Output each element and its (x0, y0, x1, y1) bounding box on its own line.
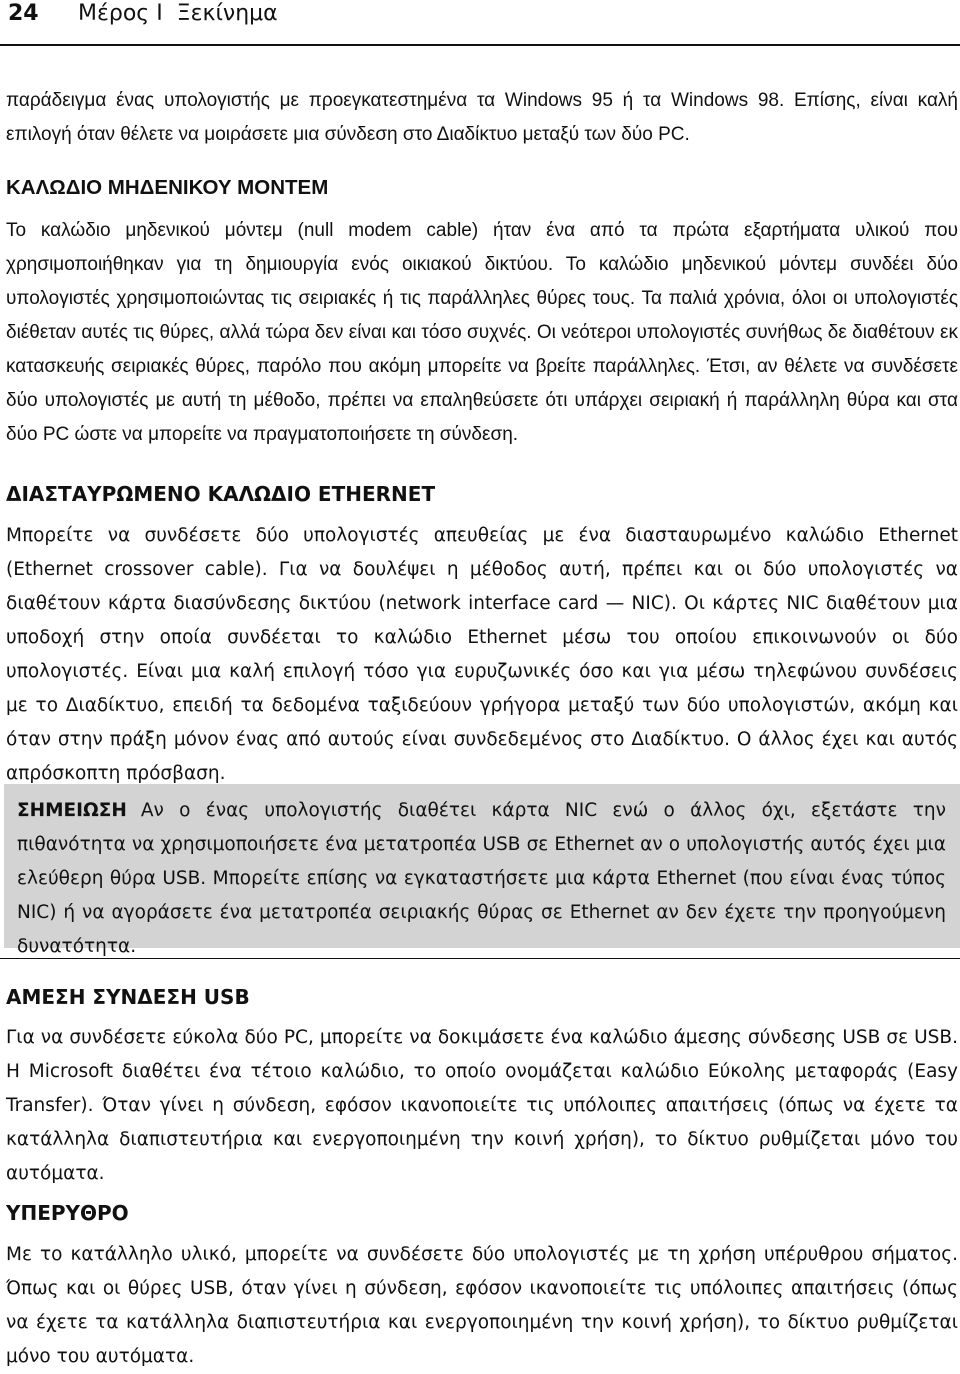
note-paragraph (17, 794, 946, 964)
chapter-label: Ξεκίνημα (176, 1, 278, 26)
crossover-paragraph: Μπορείτε να συνδέσετε δύο υπολογιστές απευθείας με ένα διασταυρωμένο καλώδιο Ethernet (Ethernet crossover cable). Για να δουλέψει η μέθοδος αυτή, πρέπει και οι δύο υπολογιστές να διαθέτουν κάρτα διασύνδεσης δικτύου (network interface card — NIC). Οι κάρτες NIC διαθέτουν μια υποδοχή στην οποία συνδέεται το καλώδιο Ethernet μέσω του οποίου επικοινωνούν οι δύο υπολογιστές. Είναι μια καλή επιλογή τόσο για ευρυζωνικές όσο και για μέσω τηλεφώνου συνδέσεις με το Διαδίκτυο, επειδή τα δεδομένα ταξιδεύουν γρήγορα μεταξύ των δύο υπολογιστών, ακόμη και όταν στην πράξη μόνον ένας από αυτούς είναι συνδεδεμένος στο Διαδίκτυο. Ο άλλος έχει και αυτός απρόσκοπτη πρόσβαση. (6, 525, 958, 784)
infrared-heading: ΥΠΕΡΥΘΡΟ (6, 1201, 129, 1225)
null-modem-heading: ΚΑΛΩΔΙΟ ΜΗΔΕΝΙΚΟΥ ΜΟΝΤΕΜ (6, 176, 329, 199)
null-modem-paragraph: Το καλώδιο μηδενικού μόντεμ (null modem cable) ήταν ένα από τα πρώτα εξαρτήματα υλικού που χρησιμοποιήθηκαν για τη δημιουργία ενός οικιακού δικτύου. Το καλώδιο μηδενικού μόντεμ συνδέει δύο υπολογιστές χρησιμοποιώντας τις σειριακές ή τις παράλληλες θύρες τους. Τα παλιά χρόνια, όλοι οι υπολογιστές διέθεταν αυτές τις θύρες, αλλά τώρα δεν είναι και τόσο συχνές. Οι νεότεροι υπολογιστές συνήθως δε διαθέτουν εκ κατασκευής σειριακές θύρες, παρόλο που ακόμη μπορείτε να βρείτε παράλληλες. Έτσι, αν θέλετε να συνδέσετε δύο υπολογιστές με αυτή τη μέθοδο, πρέπει να επαληθεύσετε ότι υπάρχει σειριακή ή παράλληλη θύρα και στα δύο PC ώστε να μπορείτε να πραγματοποιήσετε τη σύνδεση. (6, 220, 958, 445)
note-box (4, 784, 960, 957)
note-text: Αν ο ένας υπολογιστής διαθέτει κάρτα NIC ενώ ο άλλος όχι, εξετάστε την πιθανότητα να χρησιμοποιήσετε ένα μετατροπέα USB σε Ethernet αν ο υπολογιστής αυτός έχει μια ελεύθερη θύρα USB. Μπορείτε επίσης να εγκαταστήσετε μια κάρτα Ethernet (που είναι ένας τύπος NIC) ή να αγοράσετε ένα μετατροπέα σειριακής θύρας σε Ethernet αν δεν έχετε την προηγούμενη δυνατότητα. (17, 800, 946, 957)
part-label: Μέρος Ι (78, 1, 163, 26)
usb-paragraph: Για να συνδέσετε εύκολα δύο PC, μπορείτε να δοκιμάσετε ένα καλώδιο άμεσης σύνδεσης USB σε USB. Η Microsoft διαθέτει ένα τέτοιο καλώδιο, το οποίο ονομάζεται καλώδιο Εύκολης μεταφοράς (Easy Transfer). Όταν γίνει η σύνδεση, εφόσον ικανοποιείτε τις υπόλοιπες απαιτήσεις (όπως να έχετε τα κατάλληλα διαπιστευτήρια και ενεργοποιημένη την κοινή χρήση), το δίκτυο ρυθμίζεται μόνο του αυτόματα. (6, 1027, 958, 1184)
usb-heading: ΑΜΕΣΗ ΣΥΝΔΕΣΗ USB (6, 985, 250, 1009)
page-header (0, 0, 960, 46)
infrared-paragraph: Με το κατάλληλο υλικό, μπορείτε να συνδέσετε δύο υπολογιστές με τη χρήση υπέρυθρου σήματος. Όπως και οι θύρες USB, όταν γίνει η σύνδεση, εφόσον ικανοποιείτε τις υπόλοιπες απαιτήσεις (όπως να έχετε τα κατάλληλα διαπιστευτήρια και ενεργοποιημένη την κοινή χρήση), το δίκτυο ρυθμίζεται μόνο του αυτόματα. (6, 1244, 958, 1367)
crossover-heading: ΔΙΑΣΤΑΥΡΩΜΕΝΟ ΚΑΛΩΔΙΟ ETHERNET (6, 482, 436, 506)
intro-paragraph: παράδειγμα ένας υπολογιστής με προεγκατεστημένα τα Windows 95 ή τα Windows 98. Επίσης, είναι καλή επιλογή όταν θέλετε να μοιράσετε μια σύνδεση στο Διαδίκτυο μεταξύ των δύο PC. (6, 90, 958, 145)
note-label: ΣΗΜΕΙΩΣΗ (17, 800, 127, 821)
page-number: 24 (8, 1, 39, 26)
running-title (78, 1, 278, 27)
divider (0, 958, 960, 959)
